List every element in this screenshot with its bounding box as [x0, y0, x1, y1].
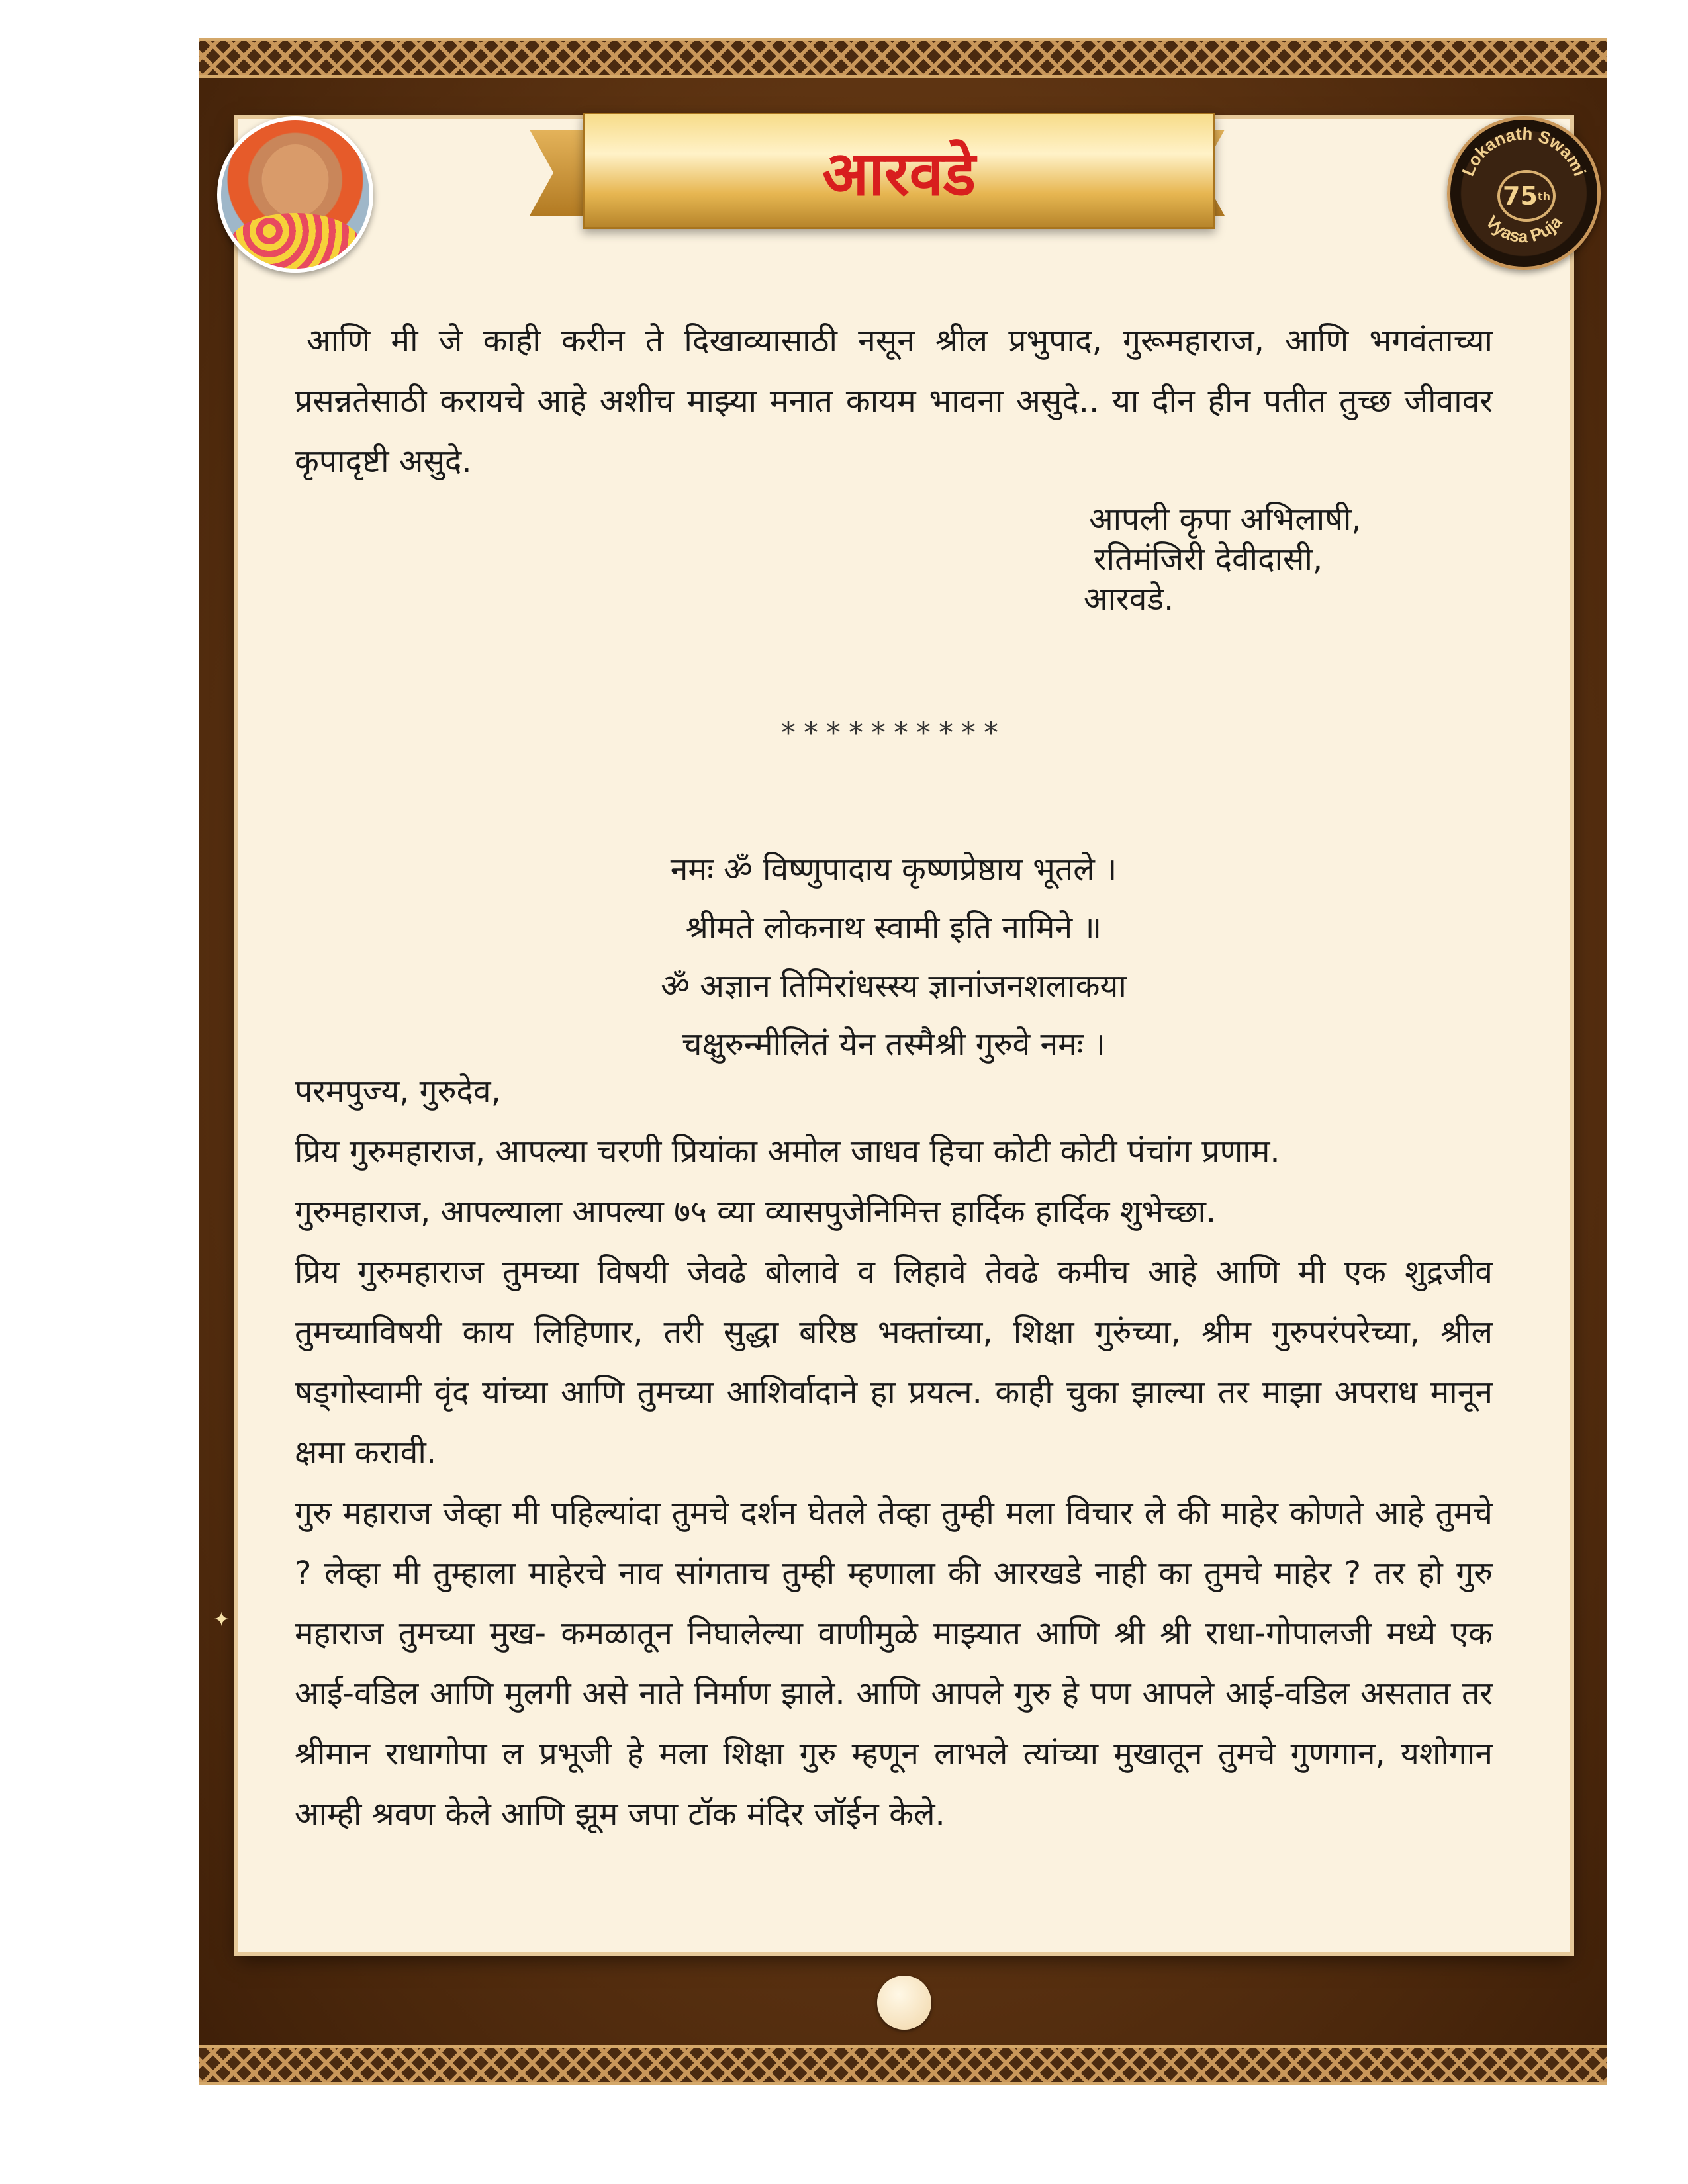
letter2-paragraph-4: गुरु महाराज जेव्हा मी पहिल्यांदा तुमचे दर्शन घेतले तेव्हा तुम्ही मला विचार ले की माहेर कोणते आहे तुमचे ? लेव्हा मी तुम्हाला माहेरचे नाव सांगताच तुम्ही म्हणाला की आरखडे नाही का तुमचे माहेर ? तर हो गुरु महाराज तुमच्या मुख- कमळातून निघालेल्या वाणीमुळे माझ्यात आणि श्री श्री राधा-गोपालजी मध्ये एक आई-वडिल आणि मुलगी असे नाते निर्माण झाले. आणि आपले गुरु हे पण आपले आई-वडिल असतात तर श्रीमान राधागोपा ल प्रभूजी हे मला शिक्षा गुरु म्हणून लाभले त्यांच्या मुखातून तुमचे गुणगान, यशोगान आम्ही श्रवण केले आणि झूम जपा टॉक मंदिर जॉईन केले. [295, 1494, 1493, 1833]
signature-line-3: आरवडे. [1084, 580, 1174, 617]
decorative-border-bottom [199, 2045, 1607, 2085]
letter2-body [295, 1062, 1493, 1844]
sparkle-icon: ✦ [213, 1608, 230, 1631]
shloka-line-3: ॐ अज्ञान तिमिरांधस्स्य ज्ञानांजनशलाकया [661, 968, 1127, 1005]
vyasa-puja-badge [1447, 116, 1601, 270]
badge-number-value: 75 [1503, 181, 1538, 210]
garland-icon [230, 213, 360, 273]
shloka-line-4: चक्षुरुन्मीलितं येन तस्मैश्री गुरुवे नमः । [682, 1026, 1105, 1063]
letter1-paragraph: आणि मी जे काही करीन ते दिखाव्यासाठी नसून श्रील प्रभुपाद, गुरूमहाराज, आणि भगवंताच्या प्रसन्नतेसाठी करायचे आहे अशीच माझ्या मनात कायम भावना असुदे.. या दीन हीन पतीत तुच्छ जीवावर कृपादृष्टी असुदे. [295, 322, 1493, 480]
shloka-line-2: श्रीमते लोकनाथ स्वामी इति नामिने ॥ [685, 909, 1102, 946]
shloka-line-1: नमः ॐ विष्णुपादाय कृष्णप्रेष्ठाय भूतले । [670, 851, 1117, 888]
badge-number [1497, 170, 1556, 222]
badge-text-bottom: Vyasa Puja [1481, 212, 1566, 247]
letter2-paragraph-3: प्रिय गुरुमहाराज तुमच्या विषयी जेवढे बोलावे व लिहावे तेवढे कमीच आहे आणि मी एक शुद्रजीव तुमच्याविषयी काय लिहिणार, तरी सुद्धा बरिष्ठ भक्तांच्या, शिक्षा गुरुंच्या, श्रीम गुरुपरंपरेच्या, श्रील षड्गोस्वामी वृंद यांच्या आणि तुमच्या आशिर्वादाने हा प्रयत्न. काही चुका झाल्या तर माझा अपराध मानून क्षमा करावी. [295, 1253, 1493, 1471]
letter2-salutation: परमपुज्य, गुरुदेव, [295, 1073, 501, 1110]
letter2-paragraph-2: गुरुमहाराज, आपल्याला आपल्या ७५ व्या व्यासपुजेनिमित्त हार्दिक हार्दिक शुभेच्छा. [295, 1193, 1217, 1230]
avatar-face [262, 144, 328, 217]
badge-number-suffix: th [1537, 189, 1550, 203]
page-indicator-dot [877, 1976, 931, 2030]
badge-text-top: Lokanath Swami [1458, 123, 1591, 179]
page-title: आरवडे [821, 138, 976, 209]
signature-line-1: आपली कृपा अभिलाषी, [1089, 501, 1362, 538]
avatar [217, 116, 373, 273]
letter-content [295, 311, 1493, 1833]
separator-stars: ********** [781, 716, 1006, 750]
letter2-paragraph-1: प्रिय गुरुमहाराज, आपल्या चरणी प्रियांका अमोल जाधव हिचा कोटी कोटी पंचांग प्रणाम. [295, 1133, 1280, 1170]
decorative-border-top [199, 38, 1607, 78]
title-ribbon [583, 113, 1215, 229]
signature-line-2: रतिमंजिरी देवीदासी, [1094, 541, 1323, 578]
